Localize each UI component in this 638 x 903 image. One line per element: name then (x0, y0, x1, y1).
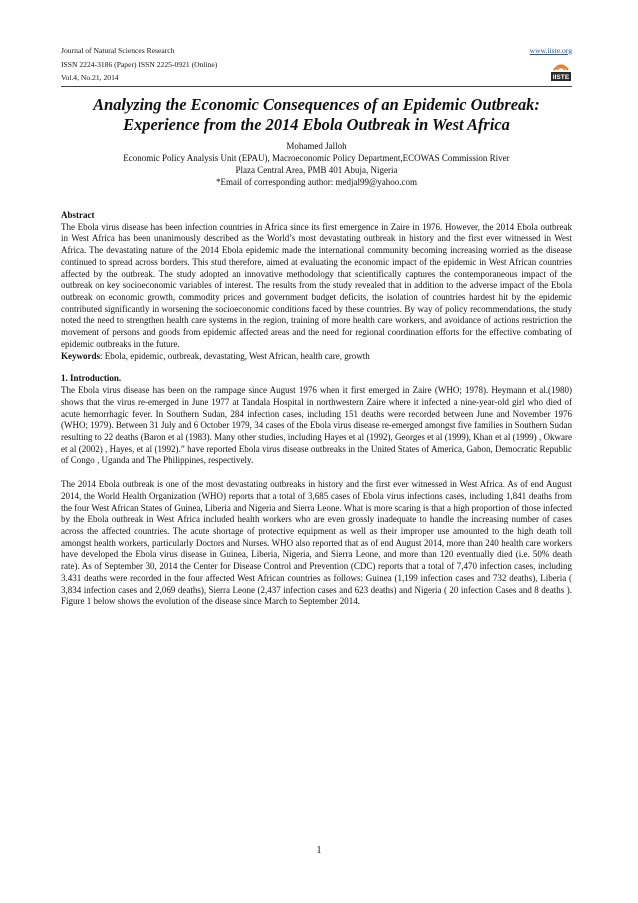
keywords-line (61, 351, 572, 363)
author-name: Mohamed Jalloh (286, 141, 347, 151)
page-number: 1 (316, 845, 322, 856)
abstract-heading: Abstract (61, 210, 95, 220)
author-affiliation-line1: Economic Policy Analysis Unit (EPAU), Macroeconomic Policy Department,ECOWAS Commission River (123, 152, 510, 163)
journal-issn: ISSN 2224-3186 (Paper) ISSN 2225-0921 (Online) (61, 59, 218, 69)
journal-website-link[interactable]: www.iiste.org (529, 46, 572, 55)
introduction-paragraph-1: The Ebola virus disease has been on the rampage since August 1976 when it first emerged in Zaire (WHO; 1978). Heymann et al.(1980) shows that the virus re-emerged in June 1977 at Tandala Hospital in northwestern Zaire where it infected a nine-year-old girl who died of acute hemorrhagic fever. In Southern Sudan, 284 infection cases, including 151 deaths were recorded between June and November 1976 (WHO; 1979). Between 31 July and 6 October 1979, 34 cases of the Ebola virus disease re-emerged amongst five families in Southern Sudan resulting to 22 deaths (Baron et al (1983). Many other studies, including Hayes et al (1992), Georges et al (1999), Khan et al (1999) , Okware et al (2002) , Hayes, et al (1992).” have reported Ebola virus disease outbreaks in the United States of America, Gabon, Democratic Republic of Congo , Uganda and The Philippines, respectively. (61, 385, 572, 466)
paper-body (61, 210, 572, 608)
author-email: *Email of corresponding author: medjal99@yahoo.com (216, 176, 417, 187)
paper-title: Analyzing the Economic Consequences of an Epidemic Outbreak: Experience from the 2014 Ebola Outbreak in West Africa (93, 95, 540, 134)
introduction-paragraph-2: The 2014 Ebola outbreak is one of the most devastating outbreaks in history and the first ever witnessed in West Africa. As of end August 2014, the World Health Organization (WHO) reports that a total of 3,685 cases of Ebola virus infections cases, including 1,841 deaths from the four West African States of Guinea, Liberia and Nigeria and Sierra Leone. What is more scaring is that a high proportion of those infected by the Ebola outbreak in West Africa included health workers who are even grossly inadequate to handle the increasing number of cases across the affected countries. The acute shortage of protective equipment as well as their improper use amounted to the high death toll amongst health workers, particularly Doctors and Nurses. WHO also reported that as of end August 2014, more than 240 health care workers have developed the Ebola virus disease in Guinea, Liberia, Nigeria, and Sierra Leone, and more than 120 eventually died (i.e. 50% death rate). As of September 30, 2014 the Center for Disease Control and Prevention (CDC) reports that a total of 7,470 infection cases, including 3.431 deaths were recorded in the four affected West African countries as follows: Guinea (1,199 infection cases and 732 deaths), Liberia ( 3,834 infection cases and 2,069 deaths), Sierra Leone (2,437 infection cases and 623 deaths) and Nigeria ( 20 infection Cases and 8 deaths ). Figure 1 below shows the evolution of the disease since March to September 2014. (61, 479, 572, 607)
journal-name: Journal of Natural Sciences Research (61, 46, 175, 55)
keywords-label: Keywords (61, 350, 100, 361)
iiste-logo-icon (550, 60, 572, 82)
author-block (61, 141, 572, 189)
introduction-heading: 1. Introduction. (61, 373, 122, 384)
journal-header (61, 44, 361, 85)
logo-text: IISTE (552, 74, 570, 82)
header-divider (61, 86, 572, 87)
journal-volume: Vol.4, No.21, 2014 (61, 73, 119, 83)
keywords-text: : Ebola, epidemic, outbreak, devastating, West African, health care, growth (100, 350, 370, 361)
author-affiliation-line2: Plaza Central Area, PMB 401 Abuja, Nigeria (235, 164, 398, 175)
abstract-text: The Ebola virus disease has been infection countries in Africa since its first emergence in Zaire in 1976. However, the 2014 Ebola outbreak in West Africa has been unanimously described as the World’s most devastating outbreak in history and the first ever witnessed in West Africa. The devastating nature of the 2014 Ebola epidemic made the international community becoming increasing worried as the disease continued to spread across borders. This stud therefore, aimed at evaluating the economic impact of the epidemic in West African countries affected by the outbreak. The study adopted an innovative methodology that scientifically captures the contemporaneous impact of the outbreak on key socioeconomic variables of interest. The results from the study revealed that in addition to the adverse impact of the Ebola outbreak on economic growth, commodity prices and government budget deficits, the isolation of countries hardest hit by the epidemic contributed significantly in worsening the socioeconomic conditions faced by these countries. By way of policy recommendations, the study noted the need to strengthen health care systems in the region, training of more health care workers, and avoidance of actions restriction the movement of persons and goods from epidemic affected areas and the need for regional coordination efforts for the effective combating of epidemic outbreaks in the future. (61, 221, 572, 349)
